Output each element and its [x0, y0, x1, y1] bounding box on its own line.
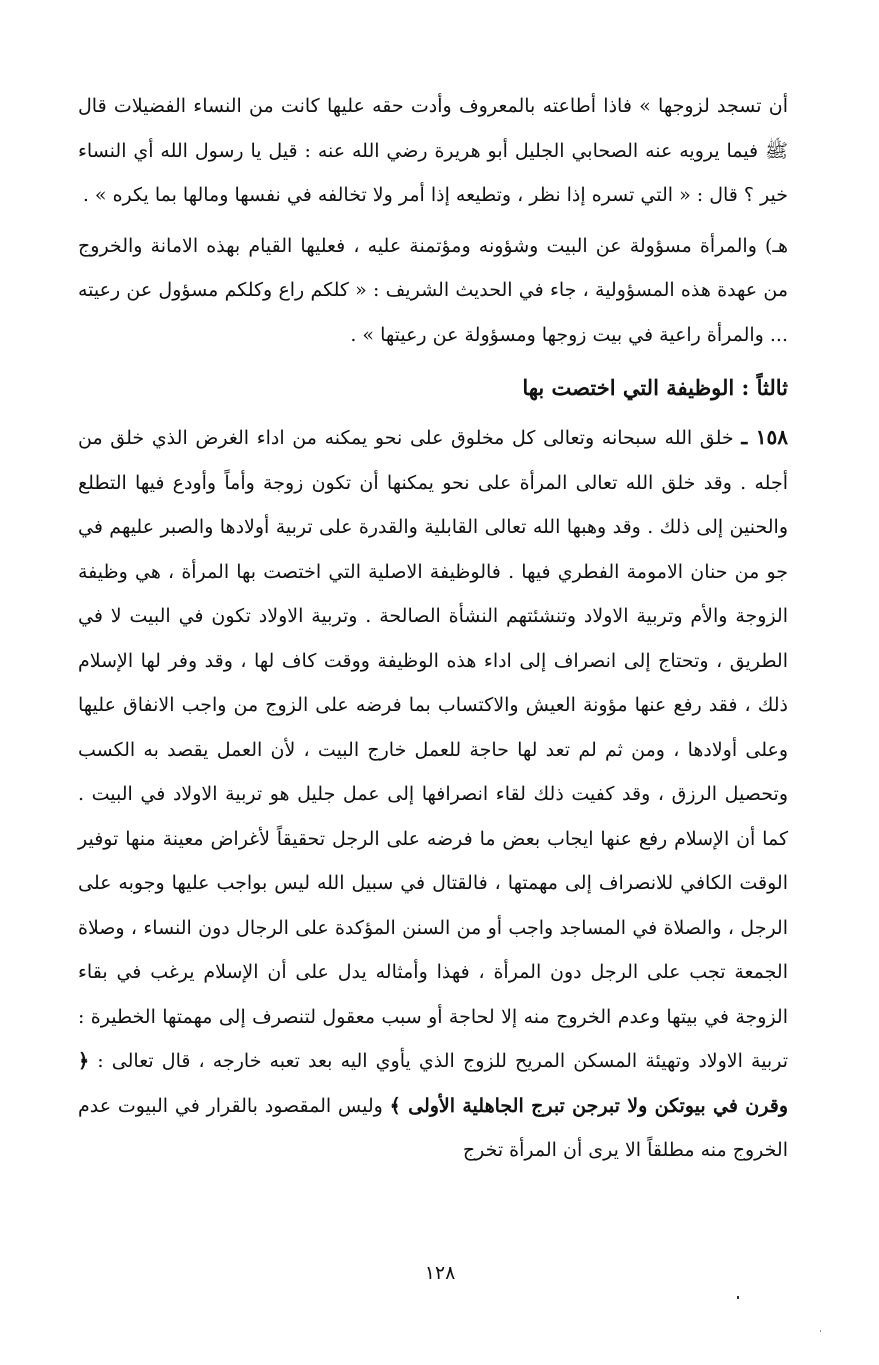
paragraph-house-responsibility: هـ) والمرأة مسؤولة عن البيت وشؤونه ومؤتمنة عليه ، فعليها القيام بهذه الامانة والخروج من عهدة هذه المسؤولية ، جاء في الحديث الشريف : « كلكم راع وكلكم مسؤول عن رعيته ... والمرأة راعية في بيت زوجها ومسؤولة عن رعيتها » .	[78, 234, 788, 346]
section-heading: ثالثاً : الوظيفة التي اختصت بها	[522, 375, 788, 400]
paragraph-special-function	[78, 415, 788, 1173]
paragraph-wife-obedience: أن تسجد لزوجها » فاذا أطاعته بالمعروف وأدت حقه عليها كانت من النساء الفضيلات قال ﷺ فيما يرويه عنه الصحابي الجليل أبو هريرة رضي الله عنه : قيل يا رسول الله أي النساء خير ؟ قال : « التي تسره إذا نظر ، وتطيعه إذا أمر ولا تخالفه في نفسها ومالها بما يكره » .	[78, 95, 788, 206]
scan-speck	[820, 1330, 821, 1332]
scan-speck	[737, 1296, 739, 1299]
section-number: ١٥٨ ـ	[741, 425, 788, 449]
paragraph-text: خلق الله سبحانه وتعالى كل مخلوق على نحو يمكنه من اداء الغرض الذي خلق من أجله . وقد خلق الله تعالى المرأة على نحو يمكنها أن تكون زوجة وأماً وأودع فيها التطلع والحنين إلى ذلك . وقد وهبها الله تعالى القابلية والقدرة على تربية أولادها والصبر عليهم في جو من حنان الامومة الفطري فيها . فالوظيفة الاصلية التي اختصت بها المرأة ، هي وظيفة الزوجة والأم وتربية الاولاد وتنشئتهم النشأة الصالحة . وتربية الاولاد تكون في البيت لا في الطريق ، وتحتاج إلى انصراف إلى اداء هذه الوظيفة ووقت كاف لها ، وقد وفر لها الإسلام ذلك ، فقد رفع عنها مؤونة العيش والاكتساب بما فرضه على الزوج من واجب الانفاق عليها وعلى أولادها ، ومن ثم لم تعد لها حاجة للعمل خارج البيت ، لأن العمل يقصد به الكسب وتحصيل الرزق ، وقد كفيت ذلك لقاء انصرافها إلى عمل جليل هو تربية الاولاد في البيت . كما أن الإسلام رفع عنها ايجاب بعض ما فرضه على الرجل تحقيقاً لأغراض معينة منها توفير الوقت الكافي للانصراف إلى مهمتها ، فالقتال في سبيل الله ليس بواجب عليها وجوبه على الرجل ، والصلاة في المساجد واجب أو من السنن المؤكدة على الرجال دون النساء ، وصلاة الجمعة تجب على الرجل دون المرأة ، فهذا وأمثاله يدل على أن الإسلام يرغب في بقاء الزوجة في بيتها وعدم الخروج منه إلا لحاجة أو سبب معقول لتنصرف إلى مهمتها الخطيرة : تربية الاولاد وتهيئة المسكن المريح للزوج الذي يأوي اليه بعد تعبه خارجه ، قال تعالى :	[78, 427, 788, 1072]
paragraph-continuation: وليس المقصود بالقرار في البيوت عدم الخروج منه مطلقاً الا يرى أن المرأة تخرج	[78, 1094, 788, 1161]
page-number: ١٢٨	[424, 1262, 456, 1284]
quran-verse: ﴿ وقرن في بيوتكن ولا تبرجن تبرج الجاهلية الأولى ﴾	[78, 1050, 788, 1117]
page-body	[78, 84, 788, 1173]
